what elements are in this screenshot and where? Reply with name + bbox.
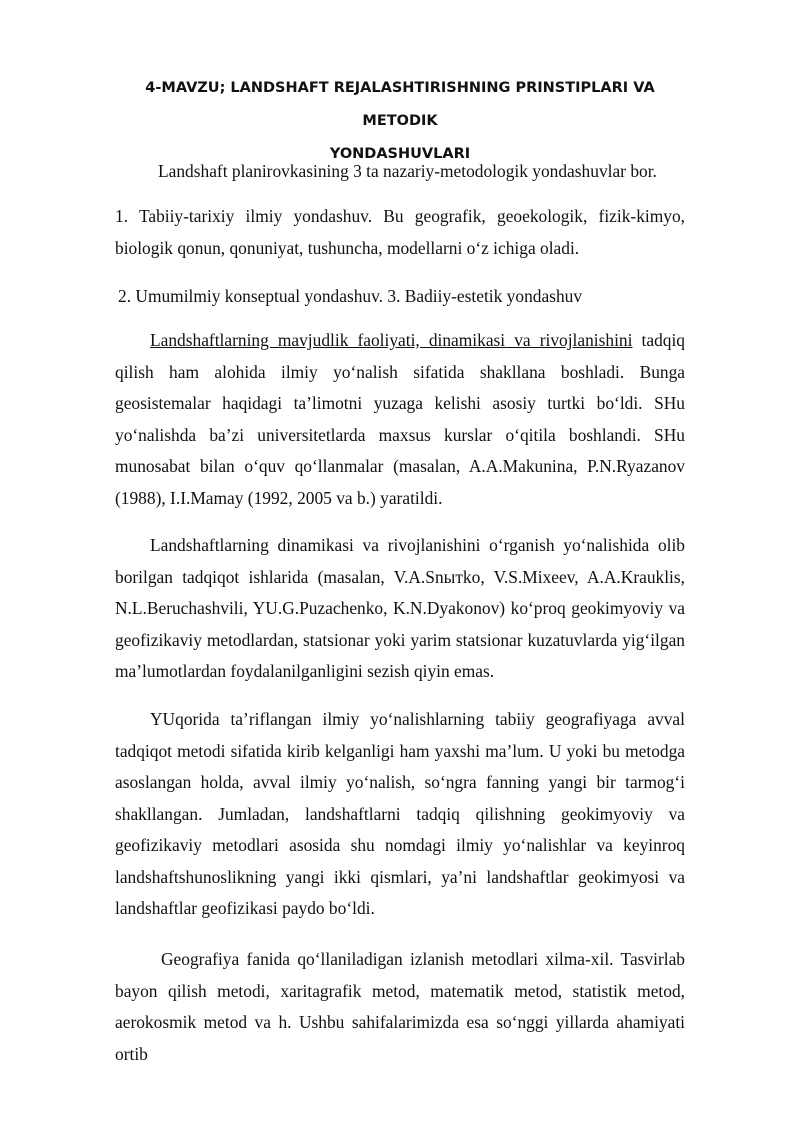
approach-items-2-3: 2. Umumilmiy konseptual yondashuv. 3. Badiiy-estetik yondashuv xyxy=(118,286,583,306)
paragraph-research-methods: Landshaftlarning dinamikasi va rivojlanishini o‘rganish yo‘nalishida olib borilgan tadqiqot ishlarida (masalan, V.A.Snытko, V.S.Mixeev, A.A.Krauklis, N.L.Beruchashvili, YU.G.Puzachenko, K.N.Dyakonov) ko‘proq geokimyoviy va geofizikaviy metodlardan, statsionar yoki yarim statsionar kuzatuvlarda yig‘ilgan ma’lumotlardan foydalanilganligini sezish qiyin emas. xyxy=(115,535,685,681)
underlined-phrase: Landshaftlarning mavjudlik faoliyati, dinamikasi va rivojlanishini xyxy=(150,330,633,350)
paragraph-geography-methods: Geografiya fanida qo‘llaniladigan izlanish metodlari xilma-xil. Tasvirlab bayon qilish metodi, xaritagrafik metod, matematik metod, statistik metod, aerokosmik metod va h. Ushbu sahifalarimizda esa so‘nggi yillarda ahamiyati ortib xyxy=(115,949,685,1064)
title-line-1: 4-MAVZU; LANDSHAFT REJALASHTIRISHNING PRINSTIPLARI VA METODIK xyxy=(145,80,655,129)
approach-item-1: 1. Tabiiy-tarixiy ilmiy yondashuv. Bu geografik, geoekologik, fizik-kimyo, biologik qonun, qonuniyat, tushuncha, modellarni o‘z ichiga oladi. xyxy=(115,206,685,258)
paragraph-landscape-dynamics-rest: tadqiq qilish ham alohida ilmiy yo‘nalish sifatida shakllana boshladi. Bunga geosistemalar haqidagi ta’limotni yuzaga kelishi asosiy turtki bo‘ldi. SHu yo‘nalishda ba’zi universitetlarda maxsus kurslar o‘qitila boshlandi. SHu munosabat bilan o‘quv qo‘llanmalar (masalan, A.A.Makunina, P.N.Ryazanov (1988), I.I.Mamay (1992, 2005 va b.) yaratildi. xyxy=(115,330,685,508)
title-line-2: YONDASHUVLARI xyxy=(329,146,471,162)
paragraph-landscape-dynamics xyxy=(115,325,685,514)
intro-paragraph: Landshaft planirovkasining 3 ta nazariy-metodologik yondashuvlar bor. xyxy=(158,161,657,181)
paragraph-scientific-directions: YUqorida ta’riflangan ilmiy yo‘nalishlarning tabiiy geografiyaga avval tadqiqot metodi sifatida kirib kelganligi ham yaxshi ma’lum. U yoki bu metodga asoslangan holda, avval ilmiy yo‘nalish, so‘ngra fanning yangi bir tarmog‘i shakllangan. Jumladan, landshaftlarni tadqiq qilishning geokimyoviy va geofizikaviy metodlari asosida shu nomdagi ilmiy yo‘nalishlar va keyinroq landshaftshunoslikning yangi ikki qismlari, ya’ni landshaftlar geokimyosi va landshaftlar geofizikasi paydo bo‘ldi. xyxy=(115,709,685,918)
